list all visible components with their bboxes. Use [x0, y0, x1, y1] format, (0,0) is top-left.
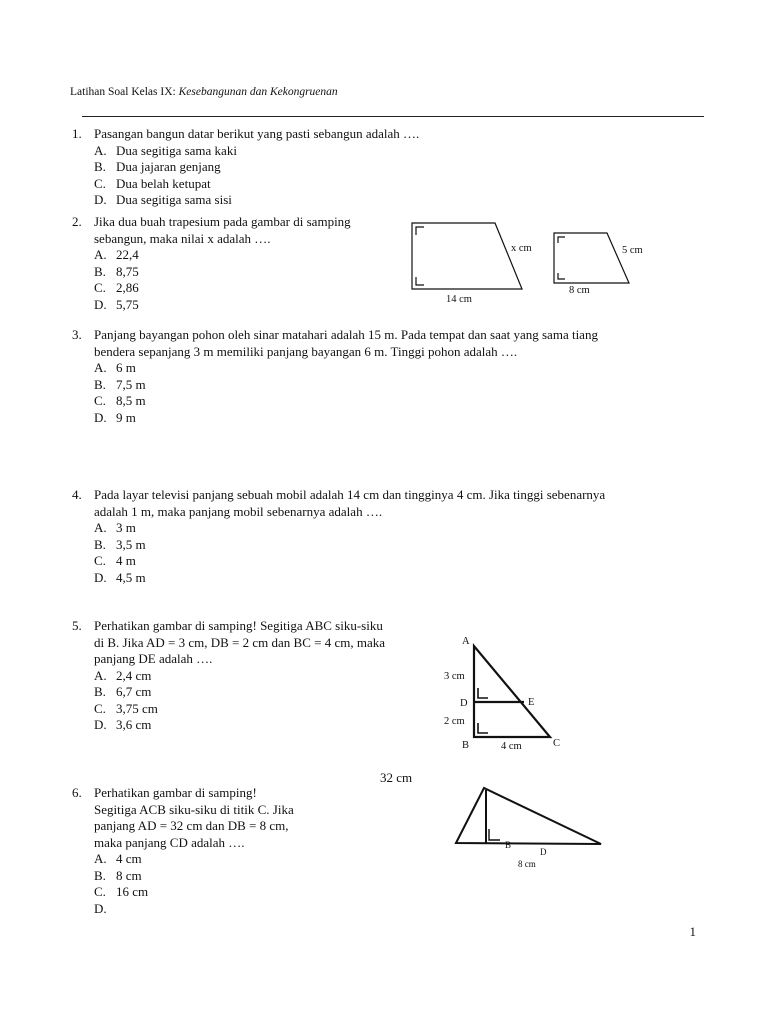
question-text: Panjang bayangan pohon oleh sinar matahari adalah 15 m. Pada tempat dan saat yang sama tiang	[94, 327, 598, 342]
large-trapezoid	[412, 223, 522, 289]
option-c[interactable]	[94, 176, 419, 193]
option-text: Dua segitiga sama kaki	[116, 142, 237, 158]
vertex-e-label: E	[528, 697, 535, 708]
question-text: Pasangan bangun datar berikut yang pasti sebangun adalah ….	[94, 126, 420, 141]
option-a[interactable]	[94, 360, 598, 377]
question-number: 1.	[72, 126, 82, 141]
option-letter: D.	[94, 569, 107, 585]
option-letter: B.	[94, 684, 106, 699]
option-c[interactable]	[94, 553, 605, 570]
option-d[interactable]	[94, 192, 419, 209]
question-text: panjang DE adalah ….	[94, 651, 213, 666]
option-letter: A.	[94, 360, 107, 375]
option-text: 8 cm	[116, 867, 142, 883]
option-b[interactable]	[94, 537, 605, 554]
option-b[interactable]	[94, 868, 294, 885]
ad-length-label-top: 32 cm	[380, 770, 413, 785]
option-text: 2,86	[116, 280, 139, 295]
header-subject: Kesebangunan dan Kekongruenan	[178, 86, 338, 98]
option-text: 3,75 cm	[116, 700, 158, 716]
option-d[interactable]	[94, 297, 351, 314]
option-letter: B.	[94, 376, 106, 392]
option-c[interactable]	[94, 884, 294, 901]
option-b[interactable]	[94, 159, 419, 176]
option-b[interactable]	[94, 377, 598, 394]
option-text: 3,6 cm	[116, 717, 152, 732]
right-angle-mark	[416, 277, 424, 285]
option-letter: B.	[94, 159, 106, 174]
option-a[interactable]	[94, 247, 351, 264]
option-text: 6,7 cm	[116, 684, 152, 699]
db-length-label: 8 cm	[518, 859, 536, 869]
vertex-a-label: A	[462, 636, 470, 647]
option-letter: B.	[94, 536, 106, 552]
question-number: 5.	[72, 618, 82, 633]
vertex-c-label: C	[553, 738, 561, 749]
option-letter: C.	[94, 393, 106, 408]
large-trapezoid-base-label: 14 cm	[446, 294, 472, 305]
option-d[interactable]	[94, 570, 605, 587]
right-angle-mark	[558, 273, 565, 279]
question-number: 2.	[72, 214, 82, 229]
right-angle-mark	[478, 723, 488, 733]
large-trapezoid-side-label: x cm	[511, 243, 532, 254]
right-angle-mark	[558, 237, 565, 243]
option-letter: D.	[94, 900, 107, 916]
question-text: Perhatikan gambar di samping! Segitiga ABC siku-siku	[94, 618, 383, 633]
option-text: Dua segitiga sama sisi	[116, 192, 232, 207]
question-text: di B. Jika AD = 3 cm, DB = 2 cm dan BC = 4 cm, maka	[94, 634, 385, 650]
right-angle-mark	[489, 829, 500, 840]
option-text: Dua belah ketupat	[116, 175, 211, 191]
option-text: 22,4	[116, 247, 139, 262]
option-text: 9 m	[116, 409, 136, 425]
question-number: 4.	[72, 487, 82, 502]
option-b[interactable]	[94, 684, 385, 701]
question-text: maka panjang CD adalah ….	[94, 834, 245, 850]
option-text: 7,5 m	[116, 376, 146, 392]
option-letter: D.	[94, 296, 107, 312]
option-letter: C.	[94, 553, 106, 568]
question-text: panjang AD = 32 cm dan DB = 8 cm,	[94, 818, 289, 833]
option-letter: C.	[94, 175, 106, 191]
question-text: adalah 1 m, maka panjang mobil sebenarnya adalah ….	[94, 503, 383, 519]
option-letter: D.	[94, 192, 107, 207]
right-angle-mark	[416, 227, 424, 235]
option-b[interactable]	[94, 264, 351, 281]
vertex-d-label: D	[460, 698, 468, 709]
db-length-label: 2 cm	[444, 716, 465, 727]
option-d[interactable]	[94, 901, 294, 918]
option-letter: A.	[94, 520, 107, 535]
option-d[interactable]	[94, 717, 385, 734]
option-letter: B.	[94, 867, 106, 883]
option-c[interactable]	[94, 701, 385, 718]
page-header	[70, 86, 338, 98]
question-text: sebangun, maka nilai x adalah ….	[94, 230, 271, 246]
triangle-acb-figure	[450, 782, 610, 872]
point-d-label: D	[540, 847, 547, 857]
option-letter: D.	[94, 409, 107, 425]
option-text: 4 m	[116, 553, 136, 568]
question-text: Segitiga ACB siku-siku di titik C. Jika	[94, 801, 294, 817]
right-angle-mark	[478, 688, 488, 698]
option-text: 16 cm	[116, 884, 149, 899]
small-trapezoid-side-label: 5 cm	[622, 245, 643, 256]
option-letter: A.	[94, 851, 107, 866]
option-text: 2,4 cm	[116, 667, 152, 683]
option-text: 8,75	[116, 263, 139, 279]
small-trapezoid	[554, 233, 629, 283]
option-text: 3 m	[116, 520, 136, 535]
question-text: bendera sepanjang 3 m memiliki panjang bayangan 6 m. Tinggi pohon adalah ….	[94, 343, 518, 359]
triangle-abc	[474, 646, 550, 737]
option-a[interactable]	[94, 520, 605, 537]
question-number: 3.	[72, 327, 82, 342]
vertex-b-label: B	[462, 740, 470, 751]
option-a[interactable]	[94, 851, 294, 868]
option-letter: A.	[94, 667, 107, 683]
option-d[interactable]	[94, 410, 598, 427]
page-number: 1	[689, 924, 696, 939]
option-text: 4,5 m	[116, 569, 146, 585]
bc-length-label: 4 cm	[501, 741, 522, 752]
option-text: 3,5 m	[116, 536, 146, 552]
option-c[interactable]	[94, 280, 351, 297]
trapezoid-figure	[400, 215, 660, 310]
option-c[interactable]	[94, 393, 598, 410]
question-number: 6.	[72, 785, 82, 800]
option-letter: D.	[94, 717, 107, 732]
option-letter: A.	[94, 247, 107, 262]
triangle-acb	[456, 788, 601, 844]
point-b-label: B	[505, 840, 512, 850]
option-letter: C.	[94, 884, 106, 899]
header-prefix: Latihan Soal Kelas IX:	[70, 86, 179, 98]
question-text: Jika dua buah trapesium pada gambar di samping	[94, 214, 351, 229]
option-a[interactable]	[94, 143, 419, 160]
option-letter: C.	[94, 280, 106, 295]
option-text: Dua jajaran genjang	[116, 159, 221, 174]
option-letter: B.	[94, 263, 106, 279]
question-text: Perhatikan gambar di samping!	[94, 785, 257, 800]
option-letter: C.	[94, 700, 106, 716]
option-letter: A.	[94, 142, 107, 158]
header-rule	[82, 116, 704, 117]
option-text: 8,5 m	[116, 393, 146, 408]
option-text: 6 m	[116, 360, 136, 375]
option-text: 4 cm	[116, 851, 142, 866]
question-text: Pada layar televisi panjang sebuah mobil adalah 14 cm dan tingginya 4 cm. Jika tinggi sebenarnya	[94, 487, 606, 502]
ad-length-label: 3 cm	[444, 671, 465, 682]
option-text: 5,75	[116, 296, 139, 312]
triangle-abc-figure	[440, 632, 580, 757]
option-a[interactable]	[94, 668, 385, 685]
small-trapezoid-base-label: 8 cm	[569, 285, 590, 296]
